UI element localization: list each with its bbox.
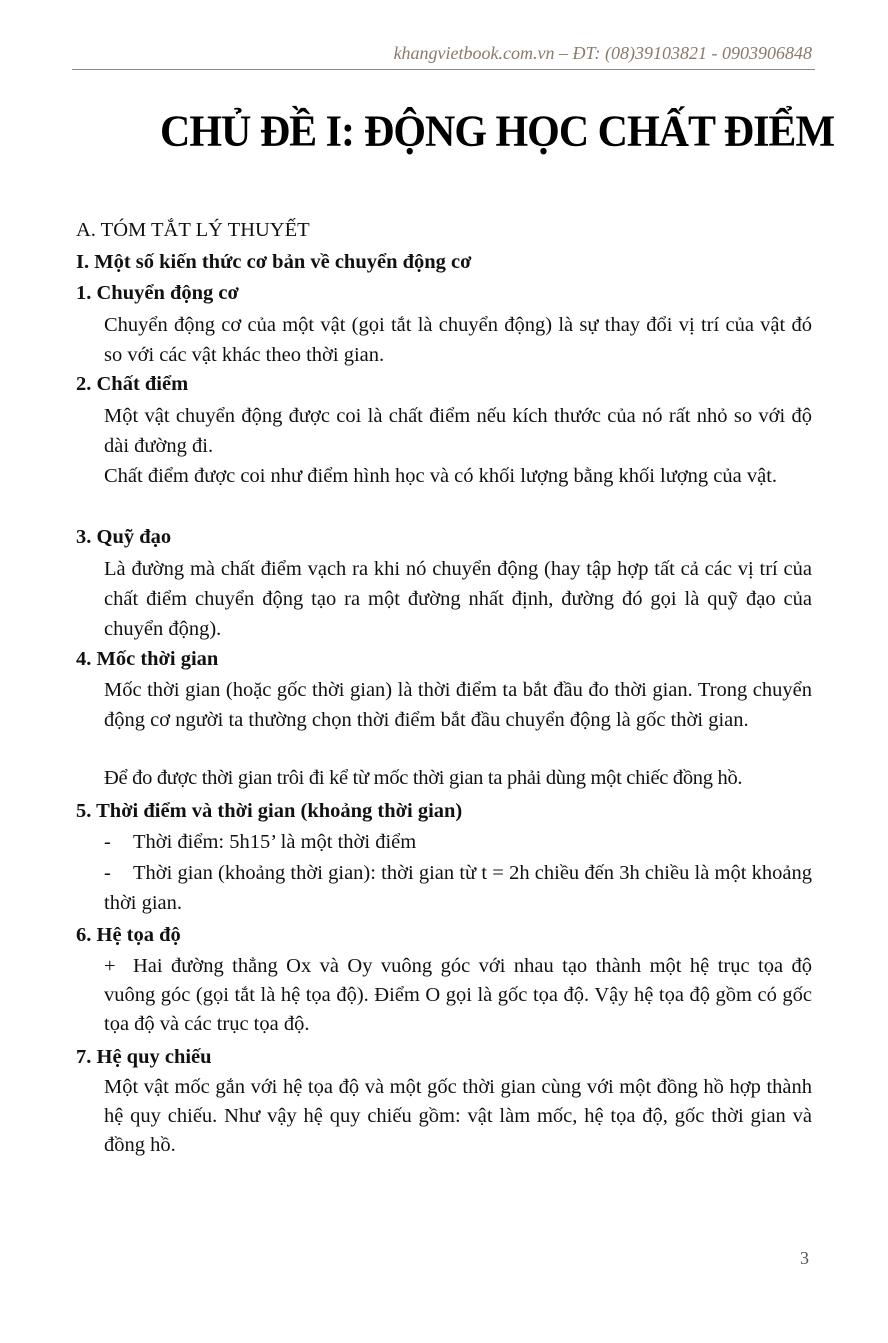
- heading-4: 4. Mốc thời gian: [76, 648, 219, 670]
- paragraph-2a: Một vật chuyển động được coi là chất điểm nếu kích thước của nó rất nhỏ so với độ dài đường đi.: [104, 405, 812, 457]
- bullet-5b: [104, 858, 812, 918]
- dash-marker: -: [104, 862, 111, 884]
- header-rule: [72, 69, 815, 70]
- bullet-text: Hai đường thẳng Ox và Oy vuông góc với nhau tạo thành một hệ trục tọa độ vuông góc (gọi tắt là hệ tọa độ). Điểm O gọi là gốc tọa độ. Vậy hệ tọa độ gồm có gốc tọa độ và các trục tọa độ.: [104, 955, 812, 1035]
- bullet-6: [104, 952, 812, 1039]
- paragraph-4a: Mốc thời gian (hoặc gốc thời gian) là thời điểm ta bắt đầu đo thời gian. Trong chuyển động cơ người ta thường chọn thời điểm bắt đầu chuyển động là gốc thời gian.: [104, 679, 812, 731]
- section-i-heading: I. Một số kiến thức cơ bản về chuyển động cơ: [76, 251, 472, 273]
- bullet-text: Thời gian (khoảng thời gian): thời gian từ t = 2h chiều đến 3h chiều là một khoảng thời gian.: [104, 862, 812, 914]
- bullet-5a: [104, 827, 812, 857]
- paragraph-3: Là đường mà chất điểm vạch ra khi nó chuyển động (hay tập hợp tất cả các vị trí của chất điểm chuyển động tạo ra một đường nhất định, đường đó gọi là quỹ đạo của chuyển động).: [104, 558, 812, 640]
- paragraph-4b: Để đo được thời gian trôi đi kể từ mốc thời gian ta phải dùng một chiếc đồng hồ.: [104, 767, 743, 789]
- plus-marker: +: [104, 955, 116, 977]
- bullet-text: Thời điểm: 5h15’ là một thời điểm: [133, 831, 417, 853]
- chapter-title: ĐỘNG HỌC CHẤT ĐIỂM: [364, 107, 835, 157]
- paragraph-2b: Chất điểm được coi như điểm hình học và có khối lượng bằng khối lượng của vật.: [104, 465, 778, 487]
- heading-7: 7. Hệ quy chiếu: [76, 1046, 212, 1068]
- section-a-heading: A. TÓM TẮT LÝ THUYẾT: [76, 219, 310, 241]
- chapter-label: CHỦ ĐỀ I:: [160, 107, 355, 157]
- heading-2: 2. Chất điểm: [76, 373, 189, 395]
- paragraph-1: Chuyển động cơ của một vật (gọi tắt là chuyển động) là sự thay đổi vị trí của vật đó so với các vật khác theo thời gian.: [104, 314, 812, 366]
- heading-5: 5. Thời điểm và thời gian (khoảng thời gian): [76, 800, 463, 822]
- running-header: khangvietbook.com.vn – ĐT: (08)39103821 - 0903906848: [393, 43, 812, 63]
- page-number: 3: [800, 1248, 809, 1268]
- paragraph-7: Một vật mốc gắn với hệ tọa độ và một gốc thời gian cùng với một đồng hồ hợp thành hệ quy chiếu. Như vậy hệ quy chiếu gồm: vật làm mốc, hệ tọa độ, gốc thời gian và đồng hồ.: [104, 1076, 812, 1156]
- heading-1: 1. Chuyển động cơ: [76, 282, 239, 304]
- heading-3: 3. Quỹ đạo: [76, 526, 172, 548]
- dash-marker: -: [104, 831, 111, 853]
- heading-6: 6. Hệ tọa độ: [76, 924, 181, 946]
